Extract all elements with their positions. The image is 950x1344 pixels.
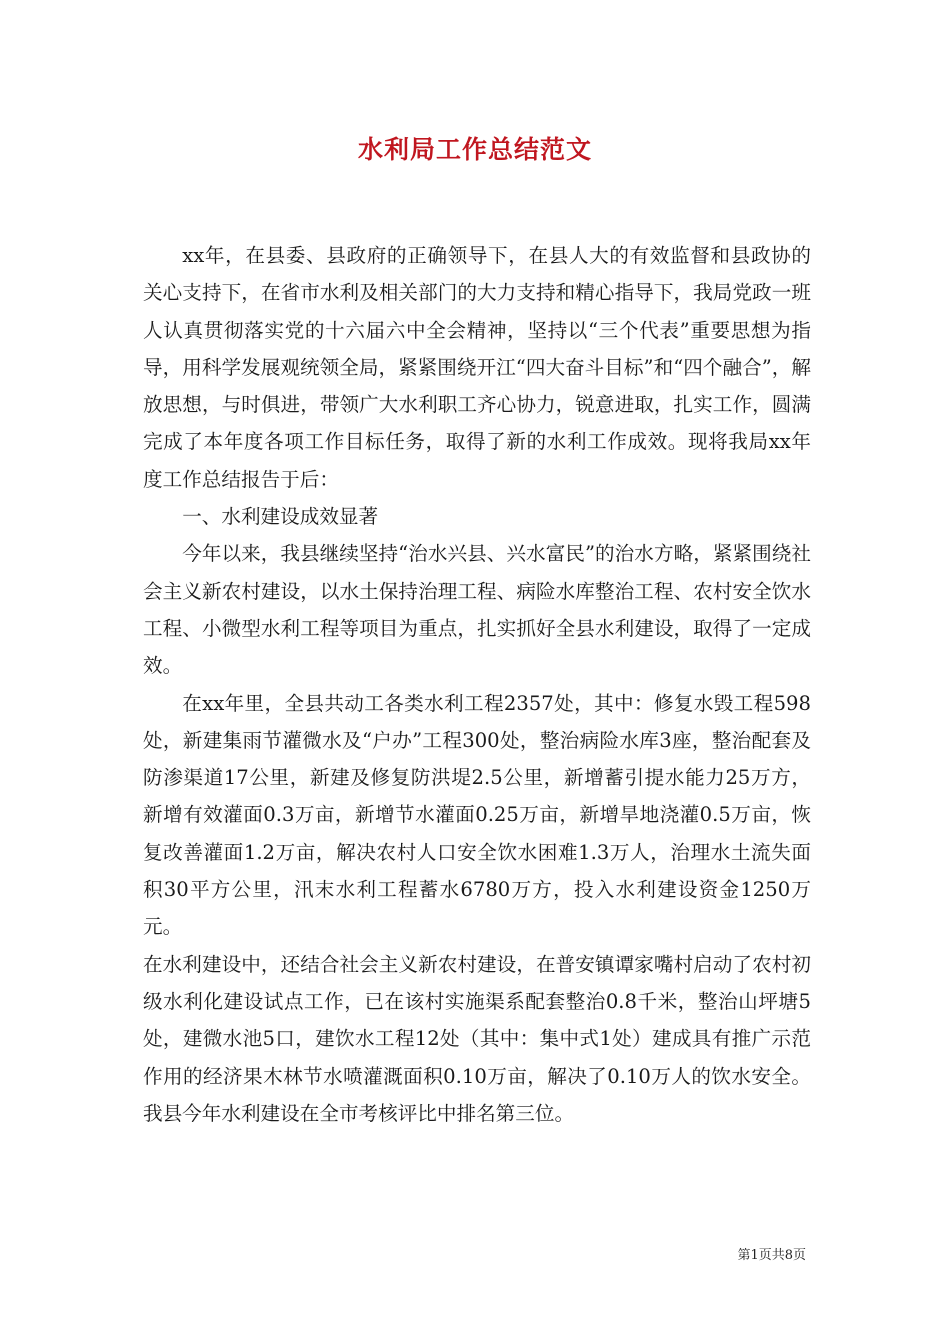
paragraph-strategy: 今年以来，我县继续坚持“治水兴县、兴水富民”的治水方略，紧紧围绕社会主义新农村建设，以水土保持治理工程、病险水库整治工程、农村安全饮水工程、小微型水利工程等项目为重点，扎实抓好全县水利建设，取得了一定成效。 xyxy=(143,542,811,678)
page-number: 第1页共8页 xyxy=(737,1248,806,1263)
paragraph-pilot: 在水利建设中，还结合社会主义新农村建设，在普安镇谭家嘴村启动了农村初级水利化建设试点工作，已在该村实施渠系配套整治0.8千米，整治山坪塘5处，建微水池5口，建饮水工程12处（其中：集中式1处）建成具有推广示范作用的经济果木林节水喷灌溉面积0.10万亩，解决了0.10万人的饮水安全。我县今年水利建设在全市考核评比中排名第三位。 xyxy=(143,952,811,1125)
paragraph-statistics: 在xx年里，全县共动工各类水利工程2357处，其中：修复水毁工程598处，新建集雨节灌微水及“户办”工程300处，整治病险水库3座，整治配套及防渗渠道17公里，新建及修复防洪堤2.5公里，新增蓄引提水能力25万方，新增有效灌面0.3万亩，新增节水灌面0.25万亩，新增旱地浇灌0.5万亩，恢复改善灌面1.2万亩，解决农村人口安全饮水困难1.3万人，治理水土流失面积30平方公里，汛末水利工程蓄水6780万方，投入水利建设资金1250万元。 xyxy=(143,691,811,939)
section-heading: 一、水利建设成效显著 xyxy=(182,505,379,529)
document-title: 水利局工作总结范文 xyxy=(357,135,592,164)
document-body xyxy=(143,237,811,1132)
paragraph-intro: xx年，在县委、县政府的正确领导下，在县人大的有效监督和县政协的关心支持下，在省市水利及相关部门的大力支持和精心指导下，我局党政一班人认真贯彻落实党的十六届六中全会精神，坚持以“三个代表”重要思想为指导，用科学发展观统领全局，紧紧围绕开江“四大奋斗目标”和“四个融合”，解放思想，与时俱进，带领广大水利职工齐心协力，锐意进取，扎实工作，圆满完成了本年度各项工作目标任务，取得了新的水利工作成效。现将我局xx年度工作总结报告于后： xyxy=(143,244,811,491)
